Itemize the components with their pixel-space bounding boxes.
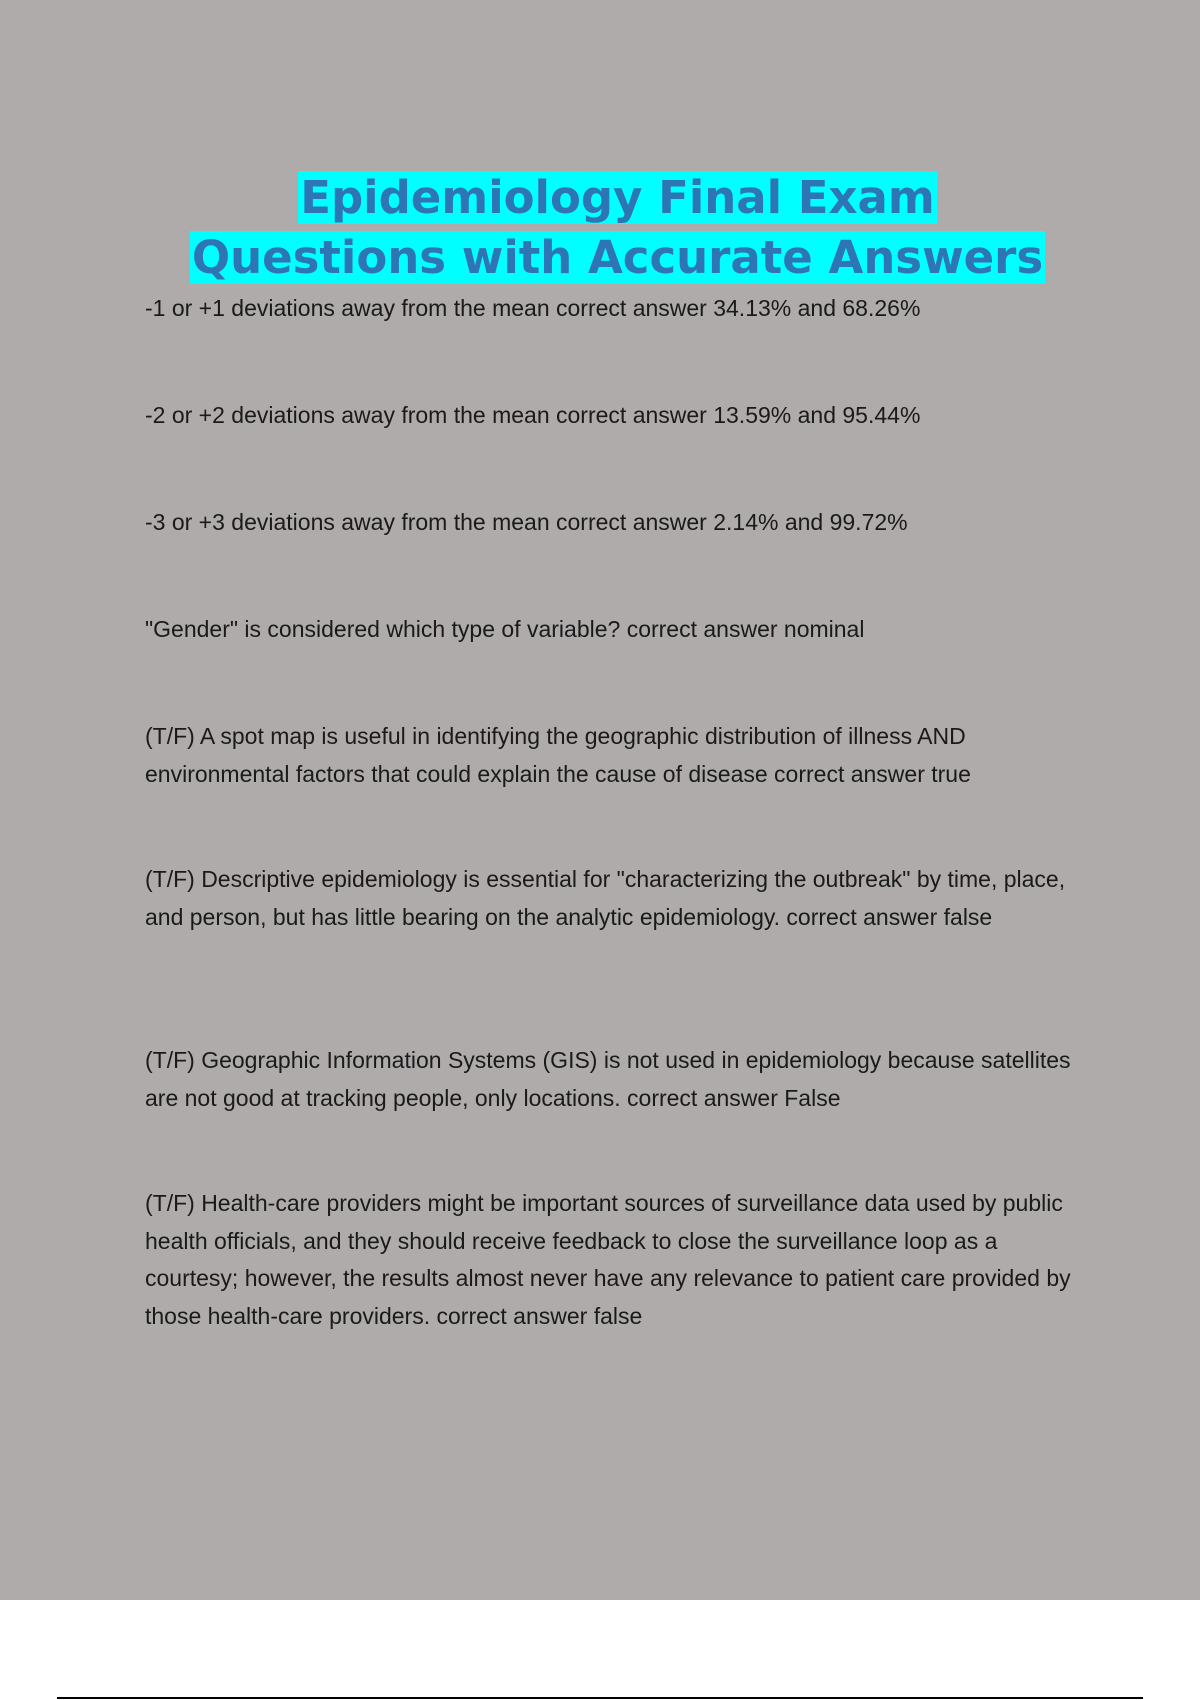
question-answer-6: (T/F) Descriptive epidemiology is essential for "characterizing the outbreak" by time, place, and person, but has little bearing on the analytic epidemiology. correct answer false — [145, 866, 1066, 930]
question-answer-2: -2 or +2 deviations away from the mean correct answer 13.59% and 95.44% — [145, 402, 921, 428]
document-title — [0, 168, 1200, 288]
title-line-1: Epidemiology Final Exam — [300, 171, 935, 224]
title-line-2: Questions with Accurate Answers — [191, 231, 1044, 284]
question-answer-4: "Gender" is considered which type of variable? correct answer nominal — [145, 616, 865, 642]
question-answer-3: -3 or +3 deviations away from the mean correct answer 2.14% and 99.72% — [145, 509, 908, 535]
question-answer-5: (T/F) A spot map is useful in identifying the geographic distribution of illness AND environmental factors that could explain the cause of disease correct answer true — [145, 723, 971, 787]
question-answer-1: -1 or +1 deviations away from the mean correct answer 34.13% and 68.26% — [145, 295, 921, 321]
question-answer-7: (T/F) Geographic Information Systems (GIS) is not used in epidemiology because satellites are not good at tracking people, only locations. correct answer False — [145, 1047, 1071, 1111]
question-answer-8: (T/F) Health-care providers might be important sources of surveillance data used by public health officials, and they should receive feedback to close the surveillance loop as a courtesy; however, the results almost never have any relevance to patient care provided by those health-care providers. correct answer false — [145, 1190, 1071, 1329]
footer-divider — [57, 1697, 1143, 1699]
